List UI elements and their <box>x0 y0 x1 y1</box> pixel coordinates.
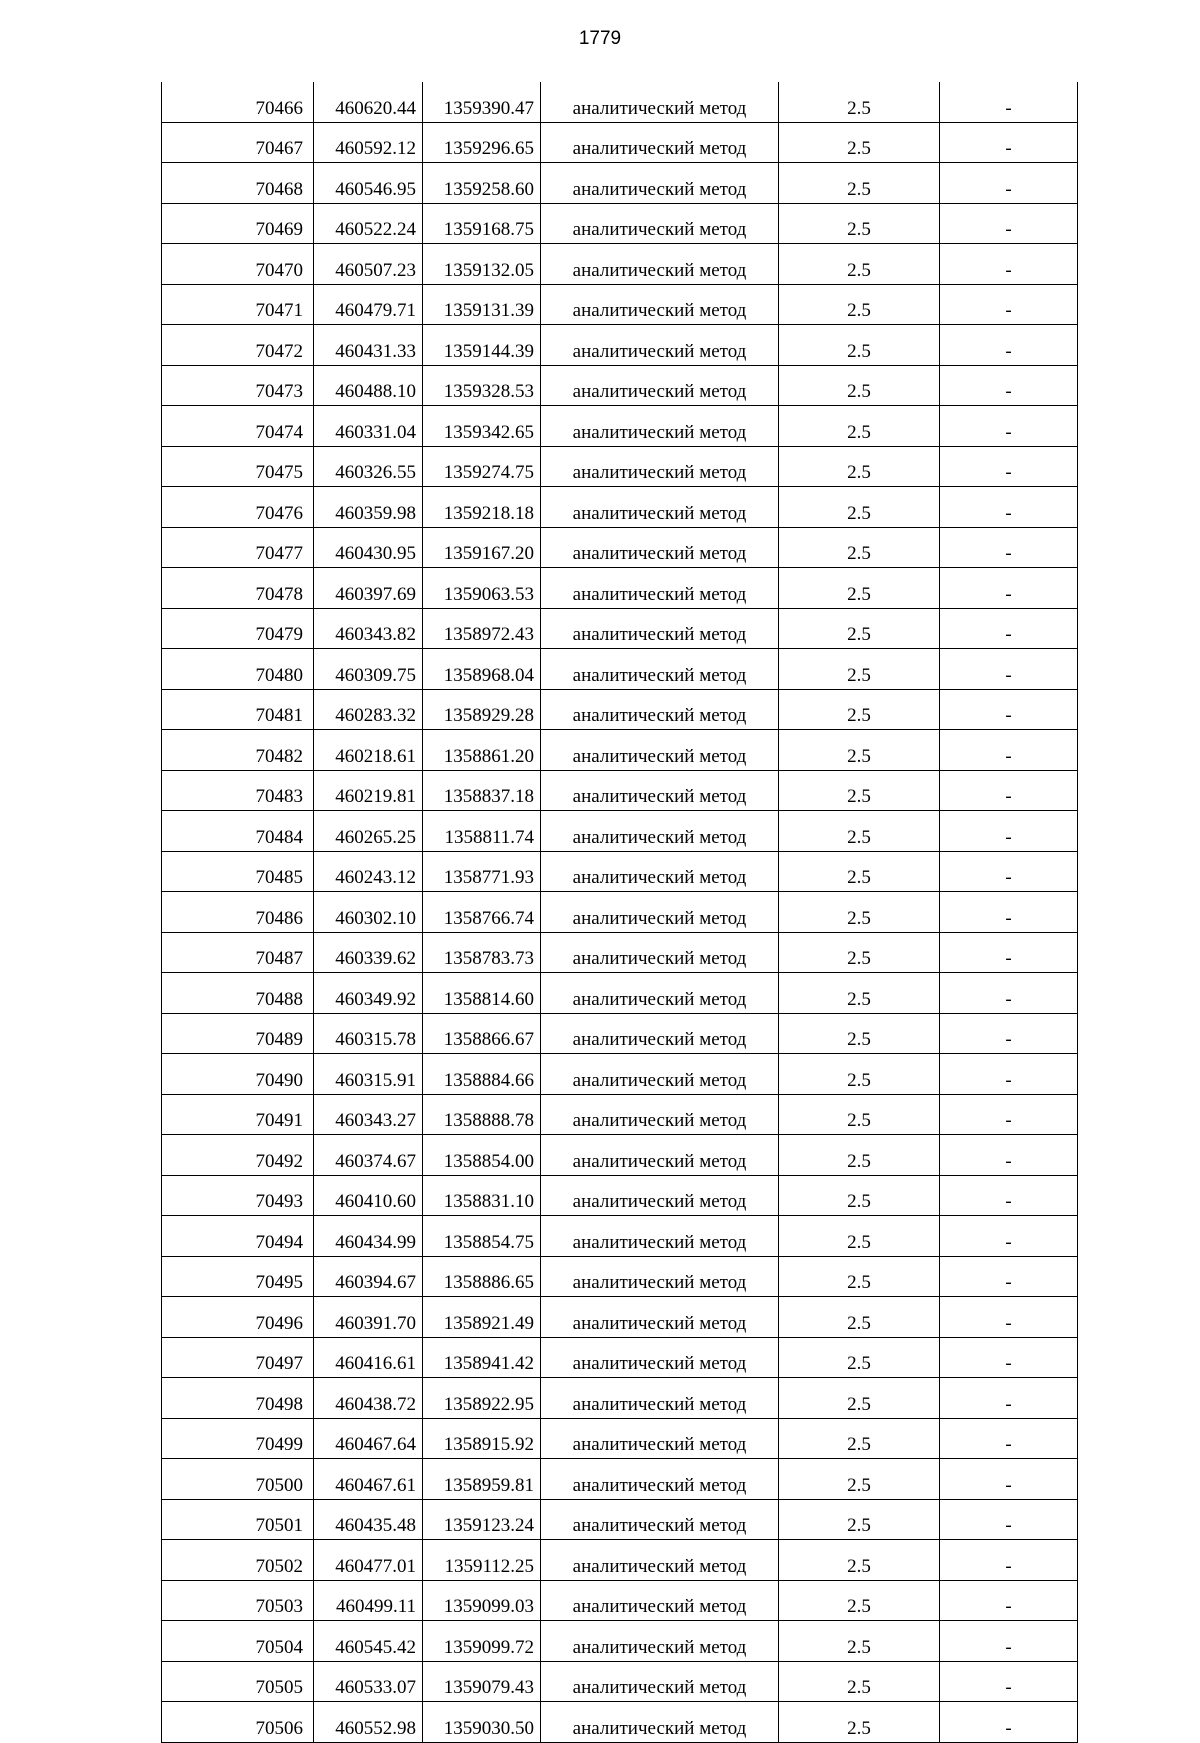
x-coordinate-cell: 460416.61 <box>314 1337 423 1378</box>
accuracy-cell: 2.5 <box>779 1459 940 1500</box>
y-coordinate-cell: 1358929.28 <box>423 689 541 730</box>
method-cell: аналитический метод <box>541 1175 779 1216</box>
method-cell: аналитический метод <box>541 325 779 366</box>
table-row <box>162 689 1078 730</box>
y-coordinate-cell: 1358783.73 <box>423 932 541 973</box>
method-cell: аналитический метод <box>541 1297 779 1338</box>
note-cell: - <box>940 1256 1078 1297</box>
method-cell: аналитический метод <box>541 932 779 973</box>
point-number-cell: 70505 <box>162 1661 314 1702</box>
point-number-cell: 70466 <box>162 82 314 122</box>
method-cell: аналитический метод <box>541 568 779 609</box>
note-cell: - <box>940 608 1078 649</box>
accuracy-cell: 2.5 <box>779 649 940 690</box>
y-coordinate-cell: 1358766.74 <box>423 892 541 933</box>
x-coordinate-cell: 460315.78 <box>314 1013 423 1054</box>
method-cell: аналитический метод <box>541 811 779 852</box>
accuracy-cell: 2.5 <box>779 1418 940 1459</box>
x-coordinate-cell: 460349.92 <box>314 973 423 1014</box>
x-coordinate-cell: 460265.25 <box>314 811 423 852</box>
table-row <box>162 244 1078 285</box>
method-cell: аналитический метод <box>541 446 779 487</box>
table-row <box>162 1580 1078 1621</box>
accuracy-cell: 2.5 <box>779 568 940 609</box>
x-coordinate-cell: 460431.33 <box>314 325 423 366</box>
y-coordinate-cell: 1358915.92 <box>423 1418 541 1459</box>
x-coordinate-cell: 460507.23 <box>314 244 423 285</box>
x-coordinate-cell: 460592.12 <box>314 122 423 163</box>
note-cell: - <box>940 406 1078 447</box>
x-coordinate-cell: 460467.64 <box>314 1418 423 1459</box>
method-cell: аналитический метод <box>541 1135 779 1176</box>
method-cell: аналитический метод <box>541 406 779 447</box>
table-row <box>162 1013 1078 1054</box>
accuracy-cell: 2.5 <box>779 1499 940 1540</box>
method-cell: аналитический метод <box>541 689 779 730</box>
note-cell: - <box>940 1621 1078 1662</box>
y-coordinate-cell: 1359030.50 <box>423 1702 541 1743</box>
method-cell: аналитический метод <box>541 730 779 771</box>
note-cell: - <box>940 1418 1078 1459</box>
note-cell: - <box>940 1094 1078 1135</box>
point-number-cell: 70471 <box>162 284 314 325</box>
table-row <box>162 203 1078 244</box>
accuracy-cell: 2.5 <box>779 122 940 163</box>
note-cell: - <box>940 1054 1078 1095</box>
y-coordinate-cell: 1358854.75 <box>423 1216 541 1257</box>
y-coordinate-cell: 1359063.53 <box>423 568 541 609</box>
point-number-cell: 70494 <box>162 1216 314 1257</box>
note-cell: - <box>940 1337 1078 1378</box>
x-coordinate-cell: 460326.55 <box>314 446 423 487</box>
table-row <box>162 568 1078 609</box>
method-cell: аналитический метод <box>541 1459 779 1500</box>
x-coordinate-cell: 460467.61 <box>314 1459 423 1500</box>
point-number-cell: 70467 <box>162 122 314 163</box>
point-number-cell: 70486 <box>162 892 314 933</box>
x-coordinate-cell: 460331.04 <box>314 406 423 447</box>
accuracy-cell: 2.5 <box>779 163 940 204</box>
table-row <box>162 1378 1078 1419</box>
note-cell: - <box>940 973 1078 1014</box>
table-row <box>162 284 1078 325</box>
accuracy-cell: 2.5 <box>779 1297 940 1338</box>
point-number-cell: 70492 <box>162 1135 314 1176</box>
y-coordinate-cell: 1359274.75 <box>423 446 541 487</box>
x-coordinate-cell: 460552.98 <box>314 1702 423 1743</box>
y-coordinate-cell: 1359131.39 <box>423 284 541 325</box>
point-number-cell: 70498 <box>162 1378 314 1419</box>
y-coordinate-cell: 1359258.60 <box>423 163 541 204</box>
point-number-cell: 70480 <box>162 649 314 690</box>
table-row <box>162 1621 1078 1662</box>
table-row <box>162 973 1078 1014</box>
point-number-cell: 70493 <box>162 1175 314 1216</box>
y-coordinate-cell: 1358921.49 <box>423 1297 541 1338</box>
note-cell: - <box>940 446 1078 487</box>
point-number-cell: 70485 <box>162 851 314 892</box>
x-coordinate-cell: 460359.98 <box>314 487 423 528</box>
page-number: 1779 <box>578 28 622 49</box>
note-cell: - <box>940 1580 1078 1621</box>
point-number-cell: 70472 <box>162 325 314 366</box>
point-number-cell: 70476 <box>162 487 314 528</box>
y-coordinate-cell: 1359112.25 <box>423 1540 541 1581</box>
method-cell: аналитический метод <box>541 1580 779 1621</box>
y-coordinate-cell: 1359144.39 <box>423 325 541 366</box>
table-row <box>162 1094 1078 1135</box>
x-coordinate-cell: 460522.24 <box>314 203 423 244</box>
table-row <box>162 851 1078 892</box>
accuracy-cell: 2.5 <box>779 487 940 528</box>
method-cell: аналитический метод <box>541 1661 779 1702</box>
method-cell: аналитический метод <box>541 1256 779 1297</box>
accuracy-cell: 2.5 <box>779 203 940 244</box>
y-coordinate-cell: 1358888.78 <box>423 1094 541 1135</box>
note-cell: - <box>940 730 1078 771</box>
accuracy-cell: 2.5 <box>779 284 940 325</box>
y-coordinate-cell: 1358837.18 <box>423 770 541 811</box>
y-coordinate-cell: 1358959.81 <box>423 1459 541 1500</box>
note-cell: - <box>940 82 1078 122</box>
table-row <box>162 932 1078 973</box>
accuracy-cell: 2.5 <box>779 932 940 973</box>
x-coordinate-cell: 460499.11 <box>314 1580 423 1621</box>
accuracy-cell: 2.5 <box>779 973 940 1014</box>
method-cell: аналитический метод <box>541 1540 779 1581</box>
point-number-cell: 70487 <box>162 932 314 973</box>
y-coordinate-cell: 1358771.93 <box>423 851 541 892</box>
method-cell: аналитический метод <box>541 1499 779 1540</box>
table-row <box>162 527 1078 568</box>
y-coordinate-cell: 1358831.10 <box>423 1175 541 1216</box>
x-coordinate-cell: 460434.99 <box>314 1216 423 1257</box>
method-cell: аналитический метод <box>541 1418 779 1459</box>
accuracy-cell: 2.5 <box>779 1256 940 1297</box>
x-coordinate-cell: 460479.71 <box>314 284 423 325</box>
table-row <box>162 811 1078 852</box>
accuracy-cell: 2.5 <box>779 811 940 852</box>
y-coordinate-cell: 1359167.20 <box>423 527 541 568</box>
note-cell: - <box>940 284 1078 325</box>
table-row <box>162 325 1078 366</box>
x-coordinate-cell: 460430.95 <box>314 527 423 568</box>
point-number-cell: 70479 <box>162 608 314 649</box>
accuracy-cell: 2.5 <box>779 365 940 406</box>
method-cell: аналитический метод <box>541 1337 779 1378</box>
table-row <box>162 1175 1078 1216</box>
point-number-cell: 70474 <box>162 406 314 447</box>
y-coordinate-cell: 1358972.43 <box>423 608 541 649</box>
x-coordinate-cell: 460488.10 <box>314 365 423 406</box>
accuracy-cell: 2.5 <box>779 1216 940 1257</box>
x-coordinate-cell: 460339.62 <box>314 932 423 973</box>
x-coordinate-cell: 460309.75 <box>314 649 423 690</box>
point-number-cell: 70489 <box>162 1013 314 1054</box>
accuracy-cell: 2.5 <box>779 325 940 366</box>
accuracy-cell: 2.5 <box>779 1175 940 1216</box>
point-number-cell: 70483 <box>162 770 314 811</box>
accuracy-cell: 2.5 <box>779 1094 940 1135</box>
x-coordinate-cell: 460218.61 <box>314 730 423 771</box>
note-cell: - <box>940 892 1078 933</box>
note-cell: - <box>940 163 1078 204</box>
y-coordinate-cell: 1358814.60 <box>423 973 541 1014</box>
accuracy-cell: 2.5 <box>779 1580 940 1621</box>
method-cell: аналитический метод <box>541 163 779 204</box>
accuracy-cell: 2.5 <box>779 892 940 933</box>
accuracy-cell: 2.5 <box>779 689 940 730</box>
point-number-cell: 70468 <box>162 163 314 204</box>
method-cell: аналитический метод <box>541 1094 779 1135</box>
point-number-cell: 70500 <box>162 1459 314 1500</box>
method-cell: аналитический метод <box>541 770 779 811</box>
table-row <box>162 163 1078 204</box>
x-coordinate-cell: 460391.70 <box>314 1297 423 1338</box>
point-number-cell: 70491 <box>162 1094 314 1135</box>
method-cell: аналитический метод <box>541 851 779 892</box>
y-coordinate-cell: 1359132.05 <box>423 244 541 285</box>
point-number-cell: 70506 <box>162 1702 314 1743</box>
point-number-cell: 70481 <box>162 689 314 730</box>
point-number-cell: 70504 <box>162 1621 314 1662</box>
y-coordinate-cell: 1358861.20 <box>423 730 541 771</box>
note-cell: - <box>940 1135 1078 1176</box>
point-number-cell: 70502 <box>162 1540 314 1581</box>
table-row <box>162 1540 1078 1581</box>
y-coordinate-cell: 1359168.75 <box>423 203 541 244</box>
table-row <box>162 608 1078 649</box>
method-cell: аналитический метод <box>541 284 779 325</box>
accuracy-cell: 2.5 <box>779 608 940 649</box>
point-number-cell: 70495 <box>162 1256 314 1297</box>
method-cell: аналитический метод <box>541 608 779 649</box>
table-row <box>162 82 1078 122</box>
y-coordinate-cell: 1359342.65 <box>423 406 541 447</box>
accuracy-cell: 2.5 <box>779 730 940 771</box>
method-cell: аналитический метод <box>541 82 779 122</box>
table-row <box>162 1459 1078 1500</box>
accuracy-cell: 2.5 <box>779 770 940 811</box>
accuracy-cell: 2.5 <box>779 406 940 447</box>
note-cell: - <box>940 851 1078 892</box>
table-row <box>162 770 1078 811</box>
x-coordinate-cell: 460545.42 <box>314 1621 423 1662</box>
accuracy-cell: 2.5 <box>779 446 940 487</box>
point-number-cell: 70497 <box>162 1337 314 1378</box>
accuracy-cell: 2.5 <box>779 1661 940 1702</box>
point-number-cell: 70501 <box>162 1499 314 1540</box>
table-row <box>162 1054 1078 1095</box>
table-row <box>162 1661 1078 1702</box>
y-coordinate-cell: 1358941.42 <box>423 1337 541 1378</box>
note-cell: - <box>940 244 1078 285</box>
point-number-cell: 70499 <box>162 1418 314 1459</box>
method-cell: аналитический метод <box>541 973 779 1014</box>
table-row <box>162 1297 1078 1338</box>
table-row <box>162 1418 1078 1459</box>
accuracy-cell: 2.5 <box>779 1054 940 1095</box>
point-number-cell: 70496 <box>162 1297 314 1338</box>
table-row <box>162 730 1078 771</box>
table-row <box>162 446 1078 487</box>
accuracy-cell: 2.5 <box>779 1378 940 1419</box>
note-cell: - <box>940 689 1078 730</box>
y-coordinate-cell: 1358811.74 <box>423 811 541 852</box>
x-coordinate-cell: 460438.72 <box>314 1378 423 1419</box>
table-row <box>162 1256 1078 1297</box>
note-cell: - <box>940 203 1078 244</box>
x-coordinate-cell: 460546.95 <box>314 163 423 204</box>
table-row <box>162 892 1078 933</box>
y-coordinate-cell: 1358922.95 <box>423 1378 541 1419</box>
point-number-cell: 70470 <box>162 244 314 285</box>
table-row <box>162 487 1078 528</box>
table-row <box>162 406 1078 447</box>
point-number-cell: 70477 <box>162 527 314 568</box>
note-cell: - <box>940 568 1078 609</box>
note-cell: - <box>940 811 1078 852</box>
accuracy-cell: 2.5 <box>779 1013 940 1054</box>
accuracy-cell: 2.5 <box>779 1540 940 1581</box>
y-coordinate-cell: 1358968.04 <box>423 649 541 690</box>
note-cell: - <box>940 932 1078 973</box>
y-coordinate-cell: 1359099.72 <box>423 1621 541 1662</box>
y-coordinate-cell: 1358866.67 <box>423 1013 541 1054</box>
note-cell: - <box>940 649 1078 690</box>
note-cell: - <box>940 1175 1078 1216</box>
x-coordinate-cell: 460343.27 <box>314 1094 423 1135</box>
point-number-cell: 70488 <box>162 973 314 1014</box>
table-row <box>162 1135 1078 1176</box>
accuracy-cell: 2.5 <box>779 1702 940 1743</box>
x-coordinate-cell: 460435.48 <box>314 1499 423 1540</box>
method-cell: аналитический метод <box>541 203 779 244</box>
point-number-cell: 70484 <box>162 811 314 852</box>
table-body <box>162 82 1078 1742</box>
note-cell: - <box>940 1459 1078 1500</box>
point-number-cell: 70482 <box>162 730 314 771</box>
method-cell: аналитический метод <box>541 649 779 690</box>
table-row <box>162 365 1078 406</box>
method-cell: аналитический метод <box>541 365 779 406</box>
method-cell: аналитический метод <box>541 1621 779 1662</box>
y-coordinate-cell: 1359079.43 <box>423 1661 541 1702</box>
method-cell: аналитический метод <box>541 527 779 568</box>
accuracy-cell: 2.5 <box>779 851 940 892</box>
y-coordinate-cell: 1358854.00 <box>423 1135 541 1176</box>
x-coordinate-cell: 460302.10 <box>314 892 423 933</box>
x-coordinate-cell: 460620.44 <box>314 82 423 122</box>
note-cell: - <box>940 325 1078 366</box>
y-coordinate-cell: 1359328.53 <box>423 365 541 406</box>
method-cell: аналитический метод <box>541 1054 779 1095</box>
accuracy-cell: 2.5 <box>779 1621 940 1662</box>
table-row <box>162 1702 1078 1743</box>
y-coordinate-cell: 1359123.24 <box>423 1499 541 1540</box>
x-coordinate-cell: 460410.60 <box>314 1175 423 1216</box>
point-number-cell: 70469 <box>162 203 314 244</box>
x-coordinate-cell: 460243.12 <box>314 851 423 892</box>
note-cell: - <box>940 1216 1078 1257</box>
accuracy-cell: 2.5 <box>779 1135 940 1176</box>
x-coordinate-cell: 460477.01 <box>314 1540 423 1581</box>
note-cell: - <box>940 527 1078 568</box>
note-cell: - <box>940 122 1078 163</box>
x-coordinate-cell: 460219.81 <box>314 770 423 811</box>
table-row <box>162 122 1078 163</box>
y-coordinate-cell: 1359099.03 <box>423 1580 541 1621</box>
point-number-cell: 70490 <box>162 1054 314 1095</box>
method-cell: аналитический метод <box>541 1378 779 1419</box>
x-coordinate-cell: 460343.82 <box>314 608 423 649</box>
note-cell: - <box>940 1499 1078 1540</box>
note-cell: - <box>940 770 1078 811</box>
accuracy-cell: 2.5 <box>779 244 940 285</box>
x-coordinate-cell: 460533.07 <box>314 1661 423 1702</box>
accuracy-cell: 2.5 <box>779 82 940 122</box>
point-number-cell: 70475 <box>162 446 314 487</box>
method-cell: аналитический метод <box>541 1702 779 1743</box>
x-coordinate-cell: 460315.91 <box>314 1054 423 1095</box>
table-row <box>162 649 1078 690</box>
note-cell: - <box>940 1378 1078 1419</box>
point-number-cell: 70503 <box>162 1580 314 1621</box>
note-cell: - <box>940 1661 1078 1702</box>
accuracy-cell: 2.5 <box>779 1337 940 1378</box>
method-cell: аналитический метод <box>541 892 779 933</box>
note-cell: - <box>940 1702 1078 1743</box>
x-coordinate-cell: 460394.67 <box>314 1256 423 1297</box>
point-number-cell: 70473 <box>162 365 314 406</box>
y-coordinate-cell: 1358886.65 <box>423 1256 541 1297</box>
note-cell: - <box>940 1540 1078 1581</box>
coordinates-table <box>161 82 1078 1743</box>
method-cell: аналитический метод <box>541 1013 779 1054</box>
method-cell: аналитический метод <box>541 122 779 163</box>
y-coordinate-cell: 1359218.18 <box>423 487 541 528</box>
note-cell: - <box>940 1013 1078 1054</box>
y-coordinate-cell: 1359296.65 <box>423 122 541 163</box>
method-cell: аналитический метод <box>541 1216 779 1257</box>
x-coordinate-cell: 460283.32 <box>314 689 423 730</box>
x-coordinate-cell: 460374.67 <box>314 1135 423 1176</box>
table-row <box>162 1499 1078 1540</box>
table-row <box>162 1216 1078 1257</box>
y-coordinate-cell: 1358884.66 <box>423 1054 541 1095</box>
x-coordinate-cell: 460397.69 <box>314 568 423 609</box>
point-number-cell: 70478 <box>162 568 314 609</box>
y-coordinate-cell: 1359390.47 <box>423 82 541 122</box>
table-row <box>162 1337 1078 1378</box>
method-cell: аналитический метод <box>541 487 779 528</box>
note-cell: - <box>940 1297 1078 1338</box>
coordinates-table-container <box>161 82 1078 1743</box>
note-cell: - <box>940 487 1078 528</box>
accuracy-cell: 2.5 <box>779 527 940 568</box>
method-cell: аналитический метод <box>541 244 779 285</box>
note-cell: - <box>940 365 1078 406</box>
